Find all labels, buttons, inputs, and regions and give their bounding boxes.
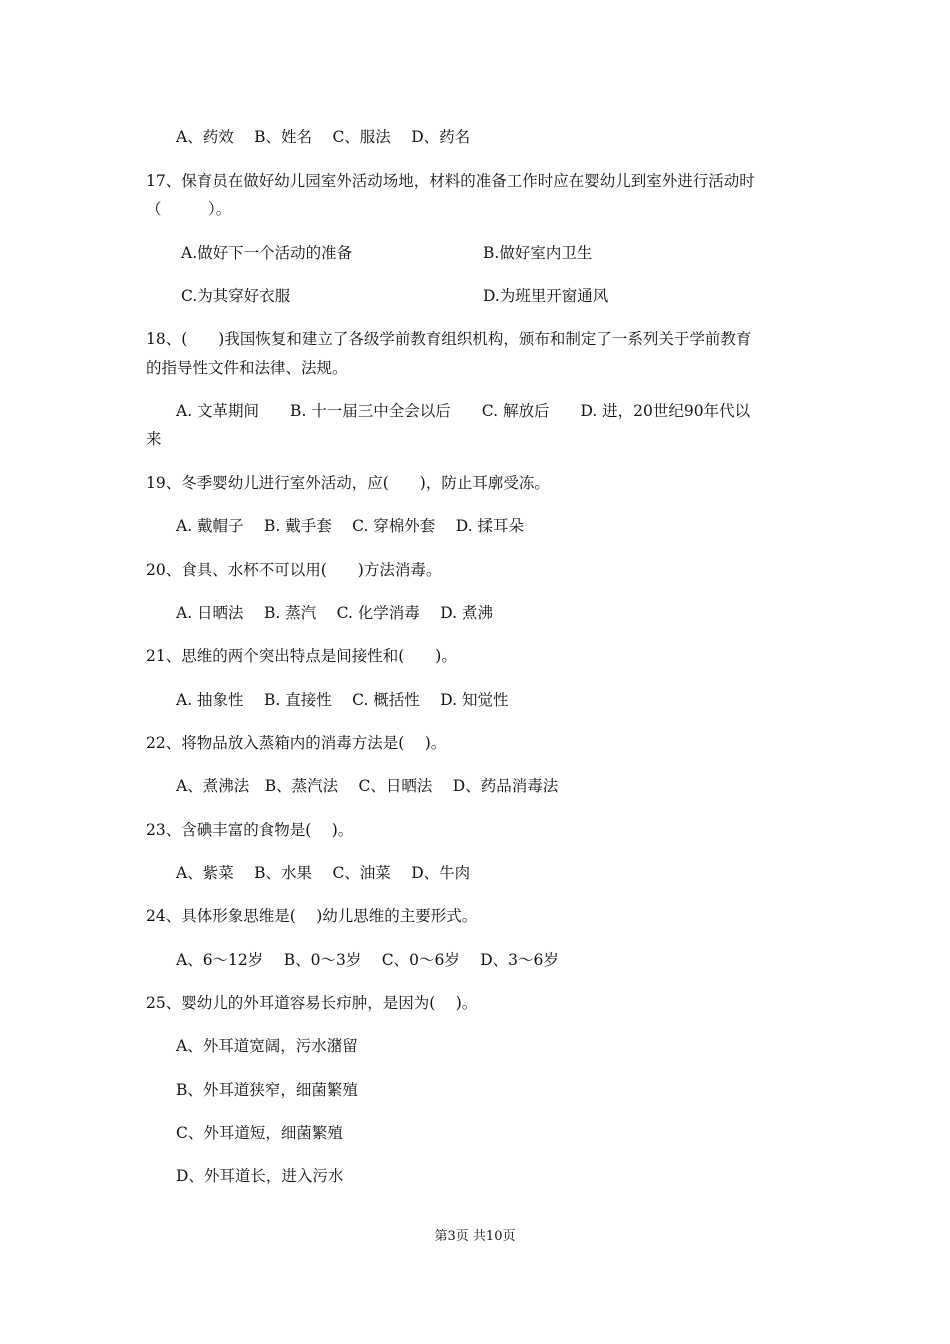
- q20-stem: 20、食具、水杯不可以用( )方法消毒。: [146, 561, 442, 579]
- q25-stem: 25、婴幼儿的外耳道容易长疖肿，是因为( )。: [146, 994, 478, 1012]
- q17-stem-line1: 17、保育员在做好幼儿园室外活动场地，材料的准备工作时应在婴幼儿到室外进行活动时: [146, 172, 755, 190]
- q17-option-a: A.做好下一个活动的准备: [181, 244, 353, 262]
- page-footer: 第3页 共10页: [434, 1229, 516, 1244]
- q24-options: A、6～12岁 B、0～3岁 C、0～6岁 D、3～6岁: [176, 951, 559, 969]
- q25-option-a: A、外耳道宽阔，污水潴留: [176, 1037, 358, 1055]
- q22-stem: 22、将物品放入蒸箱内的消毒方法是( )。: [146, 734, 447, 752]
- q22-options: A、煮沸法 B、蒸汽法 C、日晒法 D、药品消毒法: [176, 777, 559, 795]
- q18-options: A. 文革期间 B. 十一届三中全会以后 C. 解放后 D. 进，20世纪90年代以: [176, 402, 751, 420]
- q17-option-b: B.做好室内卫生: [483, 244, 593, 262]
- q18-stem-line1: 18、( )我国恢复和建立了各级学前教育组织机构，颁布和制定了一系列关于学前教育: [146, 330, 752, 348]
- q25-option-c: C、外耳道短，细菌繁殖: [176, 1124, 343, 1142]
- q18-options-cont: 来: [146, 430, 162, 448]
- q24-stem: 24、具体形象思维是( )幼儿思维的主要形式。: [146, 907, 478, 925]
- q17-option-c: C.为其穿好衣服: [181, 287, 291, 305]
- q23-stem: 23、含碘丰富的食物是( )。: [146, 821, 354, 839]
- q18-stem-line2: 的指导性文件和法律、法规。: [146, 359, 348, 377]
- q16-options: A、药效 B、姓名 C、服法 D、药名: [176, 128, 471, 146]
- q25-option-d: D、外耳道长，进入污水: [176, 1167, 344, 1185]
- q21-options: A. 抽象性 B. 直接性 C. 概括性 D. 知觉性: [176, 691, 509, 709]
- q23-options: A、紫菜 B、水果 C、油菜 D、牛肉: [176, 864, 471, 882]
- q17-option-d: D.为班里开窗通风: [483, 287, 609, 305]
- q25-option-b: B、外耳道狭窄，细菌繁殖: [176, 1081, 358, 1099]
- q19-options: A. 戴帽子 B. 戴手套 C. 穿棉外套 D. 揉耳朵: [176, 517, 524, 535]
- q20-options: A. 日晒法 B. 蒸汽 C. 化学消毒 D. 煮沸: [176, 604, 493, 622]
- q17-stem-line2: （ ）。: [146, 200, 232, 218]
- q19-stem: 19、冬季婴幼儿进行室外活动，应( )，防止耳廓受冻。: [146, 474, 550, 492]
- q21-stem: 21、思维的两个突出特点是间接性和( )。: [146, 647, 457, 665]
